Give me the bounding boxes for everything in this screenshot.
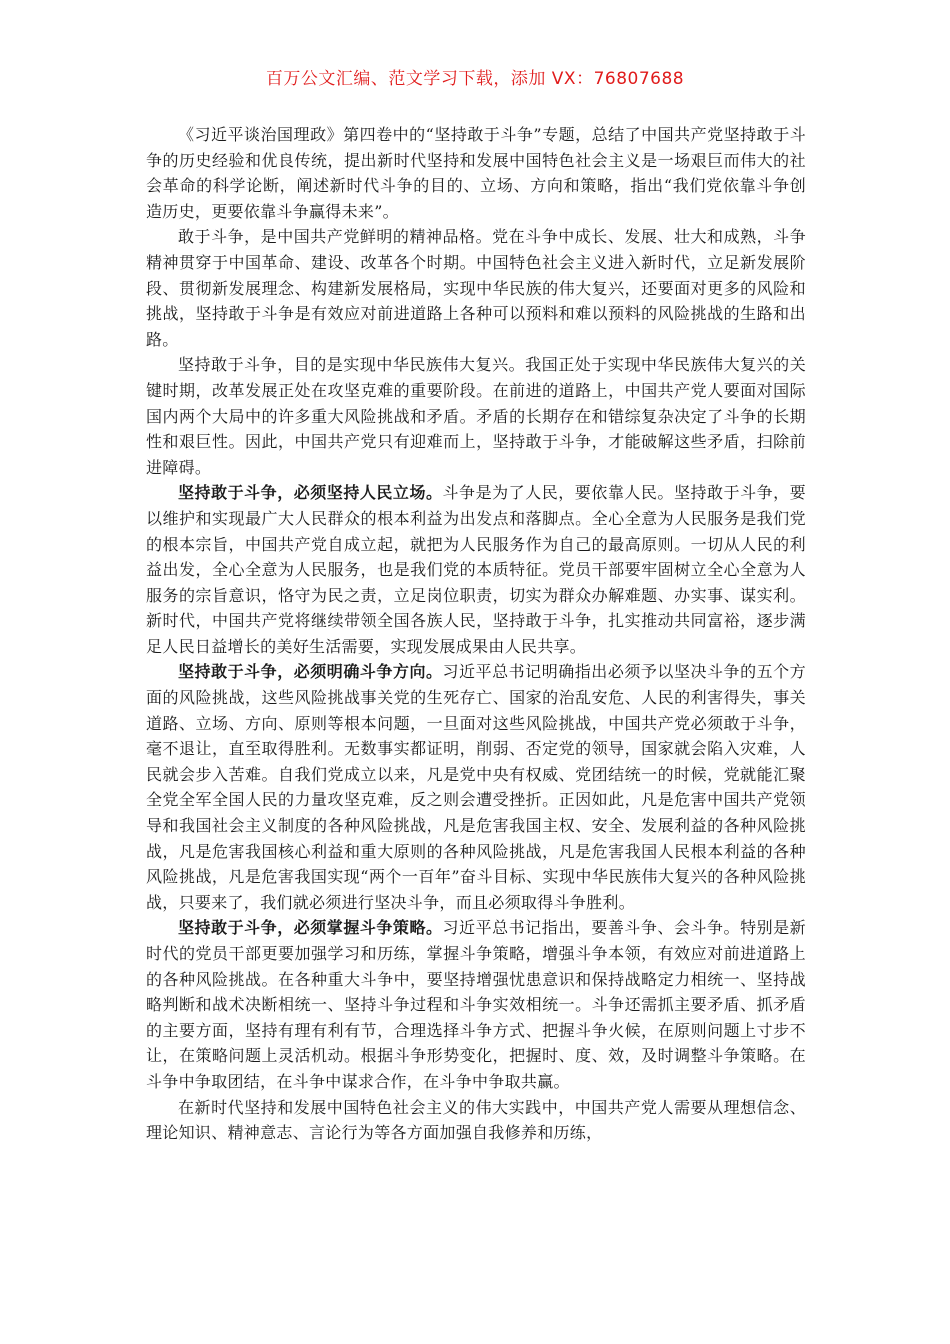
paragraph-lead: 坚持敢于斗争，必须掌握斗争策略。: [178, 918, 443, 938]
paragraph-text: 敢于斗争，是中国共产党鲜明的精神品格。党在斗争中成长、发展、壮大和成熟，斗争精神贯穿于中国革命、建设、改革各个时期。中国特色社会主义进入新时代，立足新发展阶段、贯彻新发展理念、构建新发展格局，实现中华民族的伟大复兴，还要面对更多的风险和挑战，坚持敢于斗争是有效应对前进道路上各种可以预料和难以预料的风险挑战的生路和出路。: [146, 227, 806, 349]
paragraph-closing: [146, 1095, 806, 1146]
paragraph-text: 习近平总书记指出，要善斗争、会斗争。特别是新时代的党员干部更要加强学习和历练，掌握斗争策略，增强斗争本领，有效应对前进道路上的各种风险挑战。在各种重大斗争中，要坚持增强忧患意识和保持战略定力相统一、坚持战略判断和战术决断相统一、坚持斗争过程和斗争实效相统一。斗争还需抓主要矛盾、抓矛盾的主要方面，坚持有理有利有节，合理选择斗争方式、把握斗争火候，在原则问题上寸步不让，在策略问题上灵活机动。根据斗争形势变化，把握时、度、效，及时调整斗争策略。在斗争中争取团结，在斗争中谋求合作，在斗争中争取共赢。: [146, 918, 806, 1091]
paragraph-text: 斗争是为了人民，要依靠人民。坚持敢于斗争，要以维护和实现最广大人民群众的根本利益为出发点和落脚点。全心全意为人民服务是我们党的根本宗旨，中国共产党自成立起，就把为人民服务作为自己的最高原则。一切从人民的利益出发，全心全意为人民服务，也是我们党的本质特征。党员干部要牢固树立全心全意为人服务的宗旨意识，恪守为民之责，立足岗位职责，切实为群众办解难题、办实事、谋实利。新时代，中国共产党将继续带领全国各族人民，坚持敢于斗争，扎实推动共同富裕，逐步满足人民日益增长的美好生活需要，实现发展成果由人民共享。: [146, 483, 806, 656]
paragraph-people-stance: [146, 480, 806, 659]
header-banner: 百万公文汇编、范文学习下载，添加 VX：76807688: [265, 69, 685, 89]
paragraph-text: 《习近平谈治国理政》第四卷中的“坚持敢于斗争”专题，总结了中国共产党坚持敢于斗争的历史经验和优良传统，提出新时代坚持和发展中国特色社会主义是一场艰巨而伟大的社会革命的科学论断，阐述新时代斗争的目的、立场、方向和策略，指出“我们党依靠斗争创造历史，更要依靠斗争赢得未来”。: [146, 125, 806, 221]
paragraph-direction: [146, 659, 806, 915]
paragraph-purpose: [146, 352, 806, 480]
paragraph-lead: 坚持敢于斗争，必须坚持人民立场。: [178, 483, 443, 503]
paragraph-spirit: [146, 224, 806, 352]
paragraph-text: 在新时代坚持和发展中国特色社会主义的伟大实践中，中国共产党人需要从理想信念、理论知识、精神意志、言论行为等各方面加强自我修养和历练，: [146, 1097, 806, 1143]
paragraph-strategy: [146, 915, 806, 1094]
paragraph-lead: 坚持敢于斗争，必须明确斗争方向。: [178, 662, 443, 682]
paragraph-text: 习近平总书记明确指出必须予以坚决斗争的五个方面的风险挑战，这些风险挑战事关党的生死存亡、国家的治乱安危、人民的利害得失，事关道路、立场、方向、原则等根本问题，一旦面对这些风险挑战，中国共产党必须敢于斗争，毫不退让，直至取得胜利。无数事实都证明，削弱、否定党的领导，国家就会陷入灾难，人民就会步入苦难。自我们党成立以来，凡是党中央有权威、党团结统一的时候，党就能汇聚全党全军全国人民的力量攻坚克难，反之则会遭受挫折。正因如此，凡是危害中国共产党领导和我国社会主义制度的各种风险挑战，凡是危害我国主权、安全、发展利益的各种风险挑战，凡是危害我国核心利益和重大原则的各种风险挑战，凡是危害我国人民根本利益的各种风险挑战，凡是危害我国实现“两个一百年”奋斗目标、实现中华民族伟大复兴的各种风险挑战，只要来了，我们就必须进行坚决斗争，而且必须取得斗争胜利。: [146, 662, 806, 912]
paragraph-text: 坚持敢于斗争，目的是实现中华民族伟大复兴。我国正处于实现中华民族伟大复兴的关键时期，改革发展正处在攻坚克难的重要阶段。在前进的道路上，中国共产党人要面对国际国内两个大局中的许多重大风险挑战和矛盾。矛盾的长期存在和错综复杂决定了斗争的长期性和艰巨性。因此，中国共产党只有迎难而上，坚持敢于斗争，才能破解这些矛盾，扫除前进障碍。: [146, 355, 806, 477]
paragraph-intro: [146, 122, 806, 224]
article-body: [146, 122, 806, 1146]
